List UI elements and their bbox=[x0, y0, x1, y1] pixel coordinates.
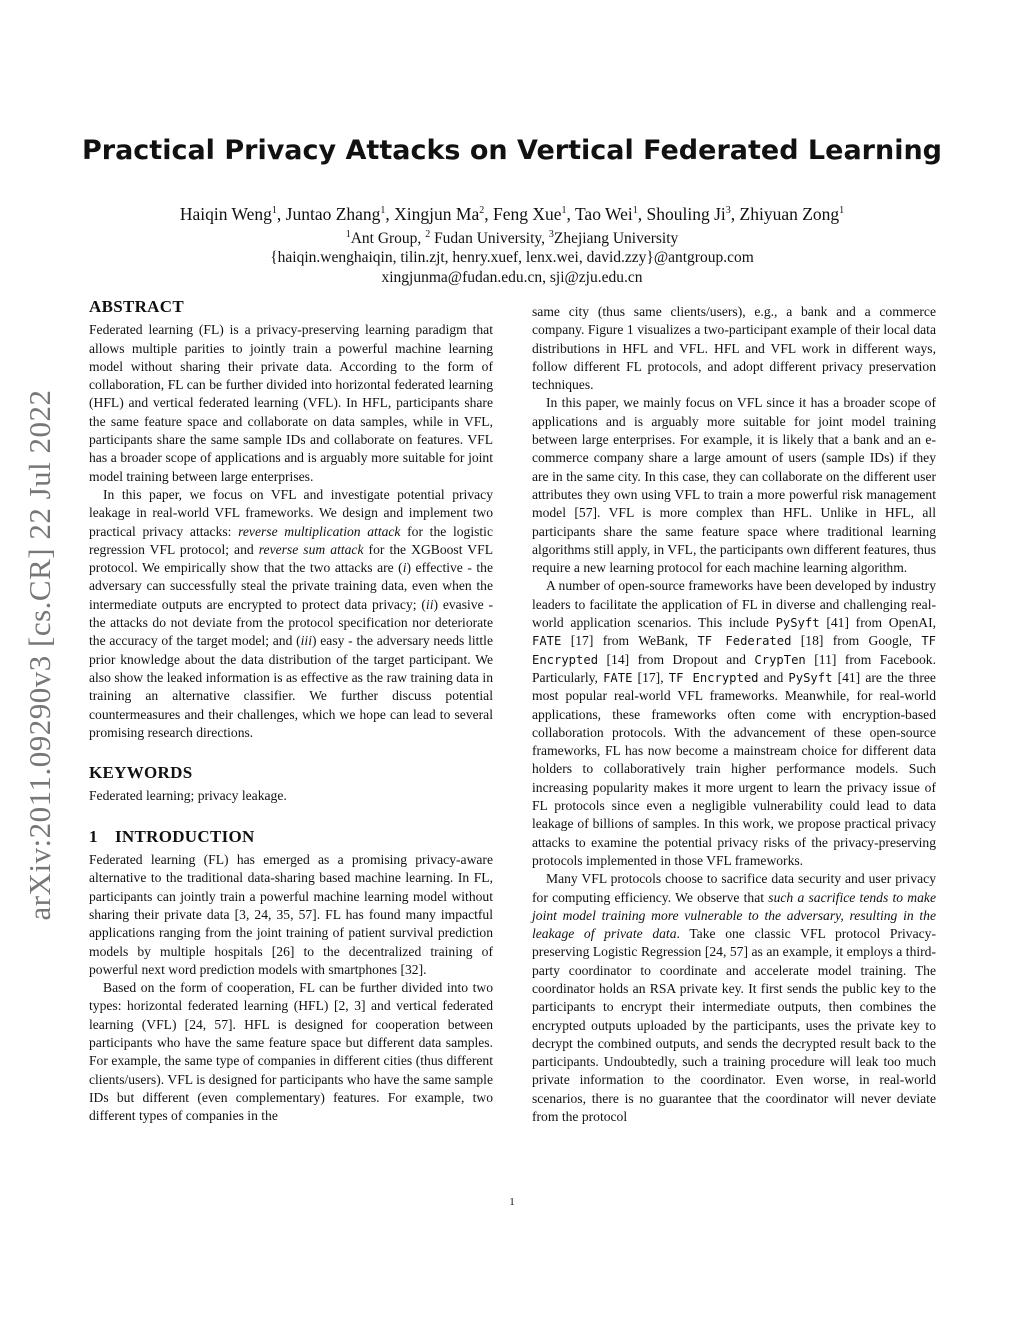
framework-name: TF Encrypted bbox=[668, 670, 759, 685]
author: Haiqin Weng bbox=[179, 204, 272, 224]
keywords-heading: KEYWORDS bbox=[89, 763, 193, 783]
section-heading-introduction: 1 INTRODUCTION bbox=[89, 826, 255, 846]
affiliation-mark: 1 bbox=[345, 229, 351, 240]
body-paragraph: A number of open-source frameworks have been developed by industry leaders to facilitate the application of FL in diverse and challenging real-world application scenarios. This include PySyft [41] from OpenAI, FATE [17] from WeBank, TF Federated [18] from Google, TF Encrypted [14] from Dropout and CrypTen [11] from Facebook. Particularly, FATE [17], TF Encrypted and PySyft [41] are the three most popular real-world VFL frameworks. Meanwhile, for real-world applications, these frameworks often come with encryption-based collaboration protocols. With the advancement of these open-source frameworks, FL has now become a mainstream choice for different data holders to collaboratively train higher performance models. Such increasing popularity makes it more urgent to learn the privacy issue of FL protocols since even a negligible vulnerability could lead to data leakage of billions of samples. In this work, we propose practical privacy attacks to examine the potential privacy risks of the privacy-preserving protocols implemented in those VFL frameworks. bbox=[532, 578, 937, 868]
affiliation-mark: 1 bbox=[380, 205, 386, 217]
framework-name: FATE bbox=[532, 634, 562, 649]
abstract-heading: ABSTRACT bbox=[89, 297, 184, 316]
affiliation: Zhejiang University bbox=[553, 230, 679, 248]
keywords-text: Federated learning; privacy leakage. bbox=[89, 788, 287, 804]
body-paragraph: same city (thus same clients/users), e.g., a bank and a commerce company. Figure 1 visualizes a two-participant example of their local data distributions in HFL and VFL. HFL and VFL work in different ways, follow different FL protocols, and adopt different privacy preservation techniques. bbox=[532, 304, 936, 393]
affiliation: Ant Group, bbox=[350, 230, 426, 248]
affiliation-mark: 1 bbox=[839, 205, 845, 217]
right-column bbox=[532, 303, 936, 1126]
affiliation-mark: 2 bbox=[479, 205, 485, 217]
body-paragraph: Based on the form of cooperation, FL can be further divided into two types: horizontal federated learning (HFL) [2, 3] and vertical federated learning (VFL) [24, 57]. HFL is designed for cooperation between participants who have the same feature space but different data samples. For example, the same type of companies in different cities (thus different clients/users). VFL is designed for participants who have the same sample IDs but different (even complementary) features. For example, two different types of companies in the bbox=[89, 980, 493, 1124]
affiliation-mark: 3 bbox=[725, 205, 731, 217]
arxiv-identifier[interactable]: arXiv:2011.09290v3 [cs.CR] 22 Jul 2022 bbox=[22, 389, 57, 921]
author: Feng Xue bbox=[493, 204, 562, 224]
framework-name: TF Federated bbox=[697, 634, 792, 649]
affiliation-mark: 3 bbox=[548, 229, 554, 240]
affiliation: Fudan University, bbox=[430, 230, 549, 248]
framework-name: PySyft bbox=[788, 670, 833, 685]
author: Tao Wei bbox=[574, 204, 633, 224]
framework-name: TF Encrypted bbox=[532, 634, 936, 667]
author-list: Haiqin Weng$^1$, Juntao Zhang$^1$, Xingjun Ma$^2$, Feng Xue$^1$, Tao Wei$^1$, Shouling Ji$^3$, Zhiyuan Zong$^1$ bbox=[179, 204, 845, 224]
abstract-paragraph: Federated learning (FL) is a privacy-preserving learning paradigm that allows multiple parities to jointly train a powerful machine learning model without sharing their private data. According to the form of collaboration, FL can be further divided into horizontal federated learning (HFL) and vertical federated learning (VFL). In HFL, participants share the same feature space and collaborate on data samples, while in VFL, participants share the same sample IDs and collaborate on features. VFL has a broader scope of applications and is arguably more suitable for joint model training between large enterprises. bbox=[89, 322, 493, 484]
framework-name: PySyft bbox=[775, 616, 820, 631]
affiliations bbox=[0, 229, 1024, 248]
paper-title: Practical Privacy Attacks on Vertical Federated Learning bbox=[81, 135, 943, 166]
framework-name: FATE bbox=[603, 670, 633, 685]
author-emails: {haiqin.wenghaiqin, tilin.zjt, henry.xuef, lenx.wei, david.zzy}@antgroup.com bbox=[270, 249, 754, 266]
affiliation-mark: 1 bbox=[632, 205, 638, 217]
framework-name: CrypTen bbox=[754, 652, 806, 667]
affiliation-mark: 1 bbox=[561, 205, 567, 217]
left-column bbox=[89, 298, 493, 1125]
body-paragraph: In this paper, we mainly focus on VFL since it has a broader scope of applications and is arguably more suitable for joint model training between large enterprises. For example, it is likely that a bank and an e-commerce company share a large amount of users (sample IDs) if they are in the same city. In this case, they can collaborate on the different user attributes they own using VFL to train a more powerful risk management model [57]. VFL is more complex than HFL. Unlike in HFL, all participants share the same feature space where traditional learning algorithms still apply, in VFL, the participants own different features, thus require a new learning protocol for each machine learning algorithm. bbox=[532, 395, 936, 576]
body-paragraph: Many VFL protocols choose to sacrifice data security and user privacy for computing efficiency. We observe that such a sacrifice tends to make joint model training more vulnerable to the adversary, resulting in the leakage of private data. Take one classic VFL protocol Privacy-preserving Logistic Regression [24, 57] as an example, it employs a third-party coordinator to coordinate and accelerate model training. The coordinator holds an RSA private key. It first sends the public key to the participants to encrypt their intermediate outputs, then combines the encrypted outputs uploaded by the participants, uses the private key to decrypt the combined outputs, and sends the decrypted result back to the participants. Undoubtedly, such a training procedure will leak too much private information to the coordinator. Even worse, in real-world scenarios, there is no guarantee that the coordinator will never deviate from the protocol bbox=[532, 871, 936, 1125]
abstract-paragraph: In this paper, we focus on VFL and investigate potential privacy leakage in real-world VFL frameworks. We design and implement two practical privacy attacks: reverse multiplication attack for the logistic regression VFL protocol; and reverse sum attack for the XGBoost VFL protocol. We empirically show that the two attacks are (i) effective - the adversary can successfully steal the private training data, even when the intermediate outputs are encrypted to protect data privacy; (ii) evasive - the attacks do not deviate from the protocol specification nor deteriorate the accuracy of the target model; and (iii) easy - the adversary needs little prior knowledge about the data distribution of the target participant. We also show the leaked information is as effective as the raw training data in training an alternative classifier. We further discuss potential countermeasures and their challenges, which we hope can lead to several promising research directions. bbox=[89, 486, 493, 740]
author: Juntao Zhang bbox=[285, 204, 381, 224]
author: Zhiyuan Zong bbox=[739, 204, 840, 224]
affiliation-mark: 1 bbox=[271, 205, 277, 217]
page-number: 1 bbox=[509, 1196, 515, 1208]
affiliation-mark: 2 bbox=[425, 229, 431, 240]
author: Xingjun Ma bbox=[394, 204, 480, 224]
author: Shouling Ji bbox=[646, 204, 726, 224]
author-emails: xingjunma@fudan.edu.cn, sji@zju.edu.cn bbox=[381, 269, 643, 286]
body-paragraph: Federated learning (FL) has emerged as a promising privacy-aware alternative to the traditional data-sharing based machine learning. In FL, participants can jointly train a powerful machine learning model without sharing their private data [3, 24, 35, 57]. FL has found many impactful applications ranging from the joint training of patient survival prediction models by multiple hospitals [26] to the decentralized training of powerful next word prediction models with smartphones [32]. bbox=[89, 852, 493, 977]
